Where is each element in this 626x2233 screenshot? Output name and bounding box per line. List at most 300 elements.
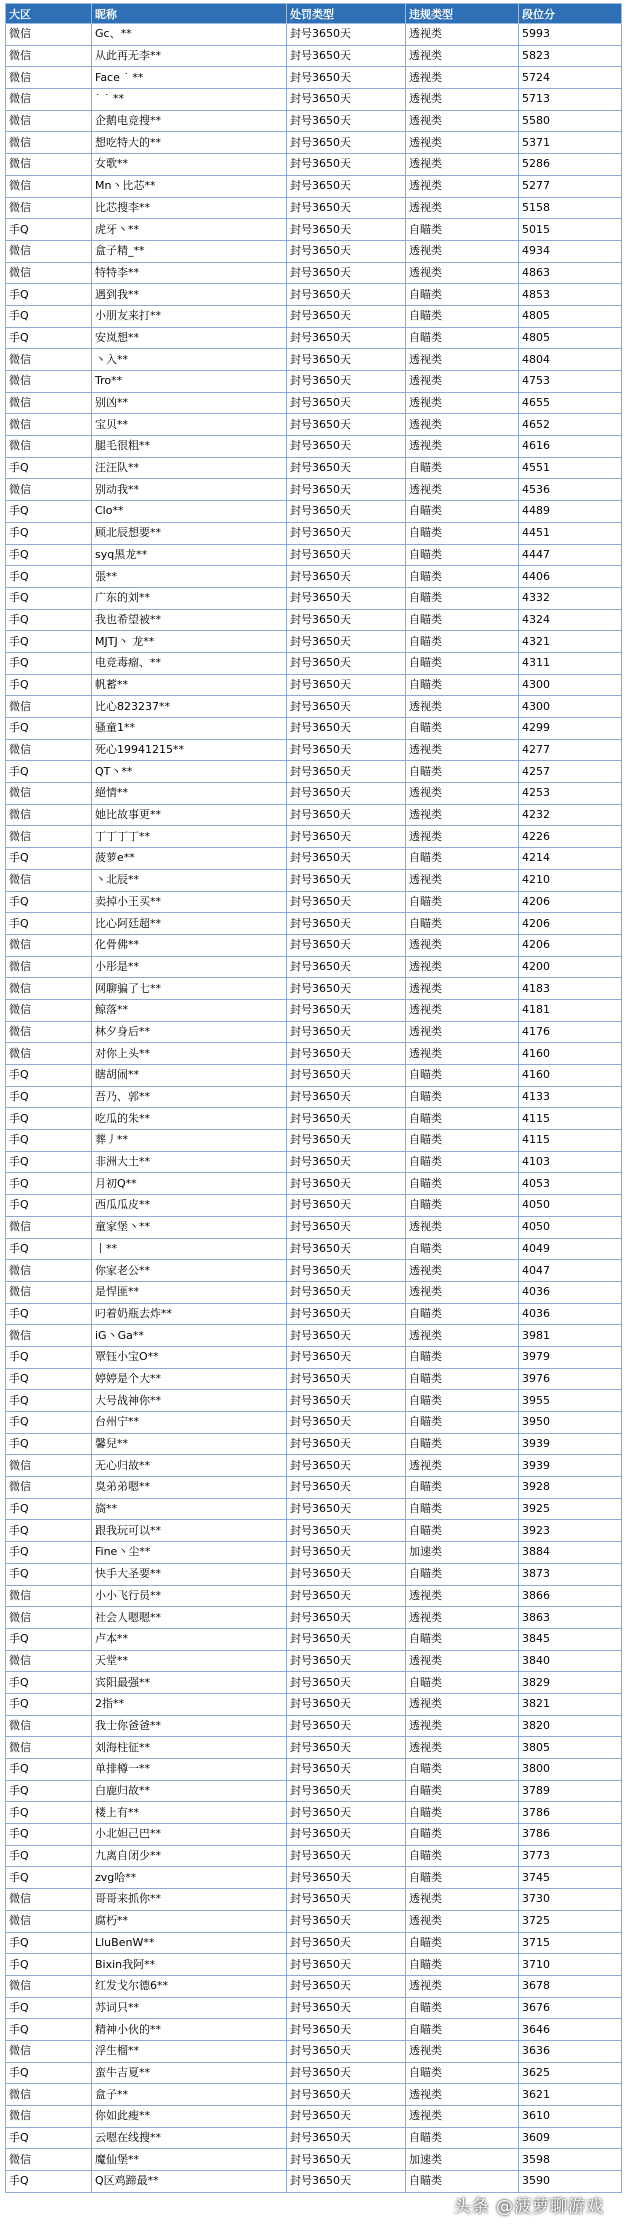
cell-region: 手Q: [6, 1542, 92, 1564]
cell-rank-score: 4300: [519, 696, 622, 718]
cell-violation: 自瞄类: [406, 891, 519, 913]
cell-violation: 自瞄类: [406, 1346, 519, 1368]
cell-region: 手Q: [6, 1086, 92, 1108]
cell-nickname: 小朋友来打**: [92, 305, 287, 327]
cell-rank-score: 4053: [519, 1173, 622, 1195]
cell-rank-score: 3939: [519, 1433, 622, 1455]
table-row: [6, 1281, 622, 1303]
cell-violation: 自瞄类: [406, 219, 519, 241]
cell-penalty: 封号3650天: [287, 718, 406, 740]
cell-nickname: 我也希望被**: [92, 609, 287, 631]
cell-nickname: 比芯搜李**: [92, 197, 287, 219]
cell-violation: 自瞄类: [406, 587, 519, 609]
cell-penalty: 封号3650天: [287, 1433, 406, 1455]
cell-violation: 透视类: [406, 999, 519, 1021]
cell-rank-score: 3923: [519, 1520, 622, 1542]
cell-region: 微信: [6, 1650, 92, 1672]
cell-rank-score: 4206: [519, 913, 622, 935]
cell-nickname: 腿毛很粗**: [92, 436, 287, 458]
cell-region: 微信: [6, 1477, 92, 1499]
cell-rank-score: 4050: [519, 1195, 622, 1217]
cell-penalty: 封号3650天: [287, 1498, 406, 1520]
cell-rank-score: 4934: [519, 240, 622, 262]
cell-nickname: 天堂**: [92, 1650, 287, 1672]
cell-region: 微信: [6, 197, 92, 219]
cell-penalty: 封号3650天: [287, 2019, 406, 2041]
table-row: [6, 566, 622, 588]
table-row: [6, 1910, 622, 1932]
cell-region: 手Q: [6, 1693, 92, 1715]
cell-nickname: 比心823237**: [92, 696, 287, 718]
cell-rank-score: 3884: [519, 1542, 622, 1564]
cell-nickname: 2指**: [92, 1693, 287, 1715]
cell-violation: 透视类: [406, 1975, 519, 1997]
cell-penalty: 封号3650天: [287, 24, 406, 46]
cell-nickname: 跟我玩可以**: [92, 1520, 287, 1542]
cell-rank-score: 3939: [519, 1455, 622, 1477]
cell-region: 手Q: [6, 1412, 92, 1434]
cell-rank-score: 4160: [519, 1043, 622, 1065]
cell-violation: 透视类: [406, 1281, 519, 1303]
cell-region: 微信: [6, 696, 92, 718]
cell-rank-score: 4447: [519, 544, 622, 566]
cell-penalty: 封号3650天: [287, 783, 406, 805]
cell-penalty: 封号3650天: [287, 1780, 406, 1802]
cell-rank-score: 3789: [519, 1780, 622, 1802]
cell-violation: 透视类: [406, 1650, 519, 1672]
cell-nickname: Mn丶比芯**: [92, 175, 287, 197]
cell-penalty: 封号3650天: [287, 956, 406, 978]
cell-nickname: QT丶**: [92, 761, 287, 783]
table-row: [6, 45, 622, 67]
cell-violation: 自瞄类: [406, 848, 519, 870]
cell-penalty: 封号3650天: [287, 436, 406, 458]
cell-rank-score: 4753: [519, 371, 622, 393]
cell-nickname: 是悍匪**: [92, 1281, 287, 1303]
cell-region: 微信: [6, 826, 92, 848]
table-row: [6, 848, 622, 870]
cell-penalty: 封号3650天: [287, 67, 406, 89]
cell-nickname: 特特李**: [92, 262, 287, 284]
cell-nickname: 对你上头**: [92, 1043, 287, 1065]
table-row: [6, 2171, 622, 2193]
cell-nickname: 童家堡丶**: [92, 1216, 287, 1238]
cell-violation: 透视类: [406, 978, 519, 1000]
cell-region: 手Q: [6, 1390, 92, 1412]
table-body: [6, 24, 622, 2193]
cell-nickname: 卢本**: [92, 1628, 287, 1650]
cell-penalty: 封号3650天: [287, 1216, 406, 1238]
cell-penalty: 封号3650天: [287, 1325, 406, 1347]
cell-nickname: 覃钰小宝O**: [92, 1346, 287, 1368]
cell-violation: 透视类: [406, 869, 519, 891]
cell-violation: 自瞄类: [406, 1932, 519, 1954]
cell-penalty: 封号3650天: [287, 1910, 406, 1932]
cell-violation: 自瞄类: [406, 1195, 519, 1217]
table-row: [6, 371, 622, 393]
cell-nickname: 宾阳最强**: [92, 1672, 287, 1694]
cell-rank-score: 4321: [519, 631, 622, 653]
cell-rank-score: 4536: [519, 479, 622, 501]
cell-violation: 透视类: [406, 1607, 519, 1629]
table-row: [6, 1693, 622, 1715]
header-region: 大区: [6, 4, 92, 24]
table-row: [6, 2149, 622, 2171]
cell-violation: 透视类: [406, 479, 519, 501]
cell-rank-score: 3625: [519, 2062, 622, 2084]
cell-violation: 自瞄类: [406, 913, 519, 935]
cell-nickname: 盒子**: [92, 2084, 287, 2106]
cell-region: 微信: [6, 934, 92, 956]
cell-violation: 自瞄类: [406, 1563, 519, 1585]
cell-penalty: 封号3650天: [287, 544, 406, 566]
cell-penalty: 封号3650天: [287, 1845, 406, 1867]
cell-nickname: 吾乃、郭**: [92, 1086, 287, 1108]
cell-rank-score: 4863: [519, 262, 622, 284]
cell-penalty: 封号3650天: [287, 1932, 406, 1954]
cell-penalty: 封号3650天: [287, 501, 406, 523]
table-row: [6, 1867, 622, 1889]
cell-penalty: 封号3650天: [287, 1867, 406, 1889]
table-row: [6, 1932, 622, 1954]
table-row: [6, 436, 622, 458]
cell-region: 微信: [6, 175, 92, 197]
table-row: [6, 544, 622, 566]
table-row: [6, 219, 622, 241]
table-row: [6, 67, 622, 89]
ban-list-table: [5, 3, 622, 2193]
cell-nickname: 你家老公**: [92, 1260, 287, 1282]
cell-penalty: 封号3650天: [287, 1151, 406, 1173]
cell-region: 手Q: [6, 219, 92, 241]
cell-region: 手Q: [6, 1195, 92, 1217]
cell-region: 手Q: [6, 761, 92, 783]
cell-region: 微信: [6, 1910, 92, 1932]
table-row: [6, 479, 622, 501]
cell-violation: 透视类: [406, 2040, 519, 2062]
table-row: [6, 110, 622, 132]
cell-violation: 自瞄类: [406, 1802, 519, 1824]
cell-rank-score: 3678: [519, 1975, 622, 1997]
cell-region: 手Q: [6, 1997, 92, 2019]
cell-rank-score: 3786: [519, 1824, 622, 1846]
table-row: [6, 1368, 622, 1390]
cell-rank-score: 3621: [519, 2084, 622, 2106]
cell-violation: 自瞄类: [406, 1108, 519, 1130]
table-row: [6, 154, 622, 176]
table-row: [6, 804, 622, 826]
cell-rank-score: 4253: [519, 783, 622, 805]
cell-nickname: 盒子精_**: [92, 240, 287, 262]
cell-region: 手Q: [6, 1065, 92, 1087]
cell-penalty: 封号3650天: [287, 1954, 406, 1976]
cell-penalty: 封号3650天: [287, 1303, 406, 1325]
cell-penalty: 封号3650天: [287, 1563, 406, 1585]
cell-region: 手Q: [6, 2171, 92, 2193]
cell-nickname: 你如此瘦**: [92, 2106, 287, 2128]
cell-rank-score: 3786: [519, 1802, 622, 1824]
table-row: [6, 1672, 622, 1694]
cell-violation: 自瞄类: [406, 544, 519, 566]
cell-region: 微信: [6, 1325, 92, 1347]
cell-penalty: 封号3650天: [287, 1672, 406, 1694]
cell-penalty: 封号3650天: [287, 1390, 406, 1412]
cell-penalty: 封号3650天: [287, 848, 406, 870]
cell-penalty: 封号3650天: [287, 89, 406, 111]
cell-nickname: 虎牙丶**: [92, 219, 287, 241]
cell-penalty: 封号3650天: [287, 1195, 406, 1217]
cell-region: 手Q: [6, 1303, 92, 1325]
cell-violation: 透视类: [406, 826, 519, 848]
cell-nickname: 丁丁丁丁**: [92, 826, 287, 848]
cell-penalty: 封号3650天: [287, 197, 406, 219]
cell-region: 手Q: [6, 522, 92, 544]
cell-region: 手Q: [6, 1802, 92, 1824]
cell-nickname: 哥哥来抓你**: [92, 1889, 287, 1911]
cell-nickname: 婷婷是个大**: [92, 1368, 287, 1390]
cell-region: 微信: [6, 2106, 92, 2128]
table-row: [6, 2106, 622, 2128]
cell-nickname: 死心19941215**: [92, 739, 287, 761]
cell-rank-score: 3730: [519, 1889, 622, 1911]
table-row: [6, 1325, 622, 1347]
table-row: [6, 1607, 622, 1629]
cell-penalty: 封号3650天: [287, 978, 406, 1000]
cell-penalty: 封号3650天: [287, 1542, 406, 1564]
cell-violation: 自瞄类: [406, 1845, 519, 1867]
cell-violation: 透视类: [406, 1325, 519, 1347]
cell-region: 手Q: [6, 2019, 92, 2041]
cell-violation: 自瞄类: [406, 1672, 519, 1694]
cell-penalty: 封号3650天: [287, 414, 406, 436]
cell-rank-score: 4652: [519, 414, 622, 436]
cell-rank-score: 3928: [519, 1477, 622, 1499]
cell-rank-score: 4451: [519, 522, 622, 544]
cell-violation: 自瞄类: [406, 501, 519, 523]
cell-nickname: 刘海柱征**: [92, 1737, 287, 1759]
cell-rank-score: 4181: [519, 999, 622, 1021]
table-row: [6, 1520, 622, 1542]
cell-violation: 透视类: [406, 371, 519, 393]
cell-region: 微信: [6, 132, 92, 154]
table-row: [6, 89, 622, 111]
cell-rank-score: 3646: [519, 2019, 622, 2041]
cell-region: 微信: [6, 1021, 92, 1043]
cell-region: 微信: [6, 479, 92, 501]
cell-region: 手Q: [6, 652, 92, 674]
table-row: [6, 739, 622, 761]
cell-rank-score: 3925: [519, 1498, 622, 1520]
cell-penalty: 封号3650天: [287, 1759, 406, 1781]
cell-nickname: Q区鸡蹄最**: [92, 2171, 287, 2193]
cell-rank-score: 4804: [519, 349, 622, 371]
table-row: [6, 284, 622, 306]
cell-region: 手Q: [6, 566, 92, 588]
cell-rank-score: 4103: [519, 1151, 622, 1173]
cell-region: 手Q: [6, 1151, 92, 1173]
cell-violation: 自瞄类: [406, 761, 519, 783]
header-penalty: 处罚类型: [287, 4, 406, 24]
cell-penalty: 封号3650天: [287, 392, 406, 414]
cell-nickname: Tro**: [92, 371, 287, 393]
table-row: [6, 869, 622, 891]
table-row: [6, 2040, 622, 2062]
cell-violation: 自瞄类: [406, 1130, 519, 1152]
cell-nickname: 广东的刘**: [92, 587, 287, 609]
cell-rank-score: 3950: [519, 1412, 622, 1434]
cell-region: 微信: [6, 436, 92, 458]
cell-penalty: 封号3650天: [287, 1260, 406, 1282]
cell-penalty: 封号3650天: [287, 631, 406, 653]
cell-nickname: 絕情**: [92, 783, 287, 805]
cell-region: 微信: [6, 956, 92, 978]
cell-violation: 透视类: [406, 24, 519, 46]
cell-violation: 自瞄类: [406, 1303, 519, 1325]
cell-penalty: 封号3650天: [287, 110, 406, 132]
cell-violation: 透视类: [406, 132, 519, 154]
cell-nickname: 遇到我**: [92, 284, 287, 306]
cell-nickname: 安岚想**: [92, 327, 287, 349]
cell-violation: 透视类: [406, 696, 519, 718]
cell-region: 微信: [6, 1737, 92, 1759]
cell-violation: 自瞄类: [406, 566, 519, 588]
table-row: [6, 913, 622, 935]
cell-rank-score: 3609: [519, 2127, 622, 2149]
cell-rank-score: 4206: [519, 891, 622, 913]
cell-violation: 自瞄类: [406, 1368, 519, 1390]
cell-penalty: 封号3650天: [287, 913, 406, 935]
cell-penalty: 封号3650天: [287, 1368, 406, 1390]
cell-rank-score: 3636: [519, 2040, 622, 2062]
table-row: [6, 1346, 622, 1368]
table-row: [6, 631, 622, 653]
cell-rank-score: 3873: [519, 1563, 622, 1585]
cell-region: 手Q: [6, 327, 92, 349]
cell-violation: 透视类: [406, 1585, 519, 1607]
cell-violation: 透视类: [406, 739, 519, 761]
cell-violation: 自瞄类: [406, 1997, 519, 2019]
cell-nickname: zvg哈**: [92, 1867, 287, 1889]
cell-penalty: 封号3650天: [287, 479, 406, 501]
cell-penalty: 封号3650天: [287, 1130, 406, 1152]
cell-violation: 透视类: [406, 1021, 519, 1043]
cell-region: 手Q: [6, 1238, 92, 1260]
cell-rank-score: 4176: [519, 1021, 622, 1043]
table-row: [6, 1433, 622, 1455]
table-row: [6, 132, 622, 154]
cell-region: 手Q: [6, 2127, 92, 2149]
cell-penalty: 封号3650天: [287, 1477, 406, 1499]
cell-nickname: 魔仙堡**: [92, 2149, 287, 2171]
cell-nickname: 骚童1**: [92, 718, 287, 740]
cell-region: 微信: [6, 371, 92, 393]
cell-violation: 透视类: [406, 262, 519, 284]
cell-rank-score: 4277: [519, 739, 622, 761]
cell-region: 手Q: [6, 587, 92, 609]
cell-nickname: 非洲大土**: [92, 1151, 287, 1173]
cell-rank-score: 4232: [519, 804, 622, 826]
cell-violation: 自瞄类: [406, 1065, 519, 1087]
cell-region: 微信: [6, 240, 92, 262]
cell-region: 微信: [6, 1216, 92, 1238]
table-row: [6, 1390, 622, 1412]
cell-rank-score: 3598: [519, 2149, 622, 2171]
cell-rank-score: 4200: [519, 956, 622, 978]
cell-penalty: 封号3650天: [287, 2040, 406, 2062]
cell-nickname: 白鹿归故**: [92, 1780, 287, 1802]
table-row: [6, 1997, 622, 2019]
table-row: [6, 2127, 622, 2149]
table-row: [6, 1412, 622, 1434]
cell-rank-score: 4489: [519, 501, 622, 523]
cell-penalty: 封号3650天: [287, 739, 406, 761]
cell-penalty: 封号3650天: [287, 587, 406, 609]
cell-violation: 自瞄类: [406, 1520, 519, 1542]
cell-nickname: 馨兒**: [92, 1433, 287, 1455]
table-row: [6, 761, 622, 783]
header-rank-score: 段位分: [519, 4, 622, 24]
cell-rank-score: 3845: [519, 1628, 622, 1650]
cell-violation: 自瞄类: [406, 327, 519, 349]
cell-region: 手Q: [6, 674, 92, 696]
cell-penalty: 封号3650天: [287, 2149, 406, 2171]
table-row: [6, 1130, 622, 1152]
cell-penalty: 封号3650天: [287, 1520, 406, 1542]
cell-region: 手Q: [6, 1433, 92, 1455]
cell-region: 微信: [6, 110, 92, 132]
cell-nickname: 顾北辰想要**: [92, 522, 287, 544]
cell-nickname: 帆蓄**: [92, 674, 287, 696]
cell-region: 手Q: [6, 1108, 92, 1130]
cell-rank-score: 3773: [519, 1845, 622, 1867]
cell-violation: 透视类: [406, 1693, 519, 1715]
cell-rank-score: 3800: [519, 1759, 622, 1781]
cell-penalty: 封号3650天: [287, 1281, 406, 1303]
cell-region: 手Q: [6, 1368, 92, 1390]
cell-region: 手Q: [6, 1563, 92, 1585]
table-row: [6, 501, 622, 523]
cell-region: 微信: [6, 1260, 92, 1282]
cell-region: 微信: [6, 1889, 92, 1911]
cell-region: 微信: [6, 414, 92, 436]
cell-violation: 自瞄类: [406, 1412, 519, 1434]
cell-nickname: 她比故事更**: [92, 804, 287, 826]
cell-violation: 透视类: [406, 392, 519, 414]
cell-penalty: 封号3650天: [287, 154, 406, 176]
cell-rank-score: 3955: [519, 1390, 622, 1412]
cell-rank-score: 4160: [519, 1065, 622, 1087]
cell-violation: 透视类: [406, 436, 519, 458]
cell-region: 微信: [6, 1975, 92, 1997]
cell-region: 微信: [6, 1043, 92, 1065]
cell-violation: 自瞄类: [406, 1477, 519, 1499]
cell-nickname: 台州宁**: [92, 1412, 287, 1434]
cell-region: 手Q: [6, 1954, 92, 1976]
cell-region: 手Q: [6, 631, 92, 653]
cell-rank-score: 4805: [519, 327, 622, 349]
table-row: [6, 1238, 622, 1260]
cell-region: 手Q: [6, 2062, 92, 2084]
cell-region: 手Q: [6, 305, 92, 327]
table-row: [6, 1780, 622, 1802]
cell-nickname: 汪汪队**: [92, 457, 287, 479]
table-row: [6, 609, 622, 631]
cell-penalty: 封号3650天: [287, 2106, 406, 2128]
cell-penalty: 封号3650天: [287, 262, 406, 284]
cell-violation: 透视类: [406, 89, 519, 111]
table-row: [6, 1216, 622, 1238]
table-row: [6, 1542, 622, 1564]
